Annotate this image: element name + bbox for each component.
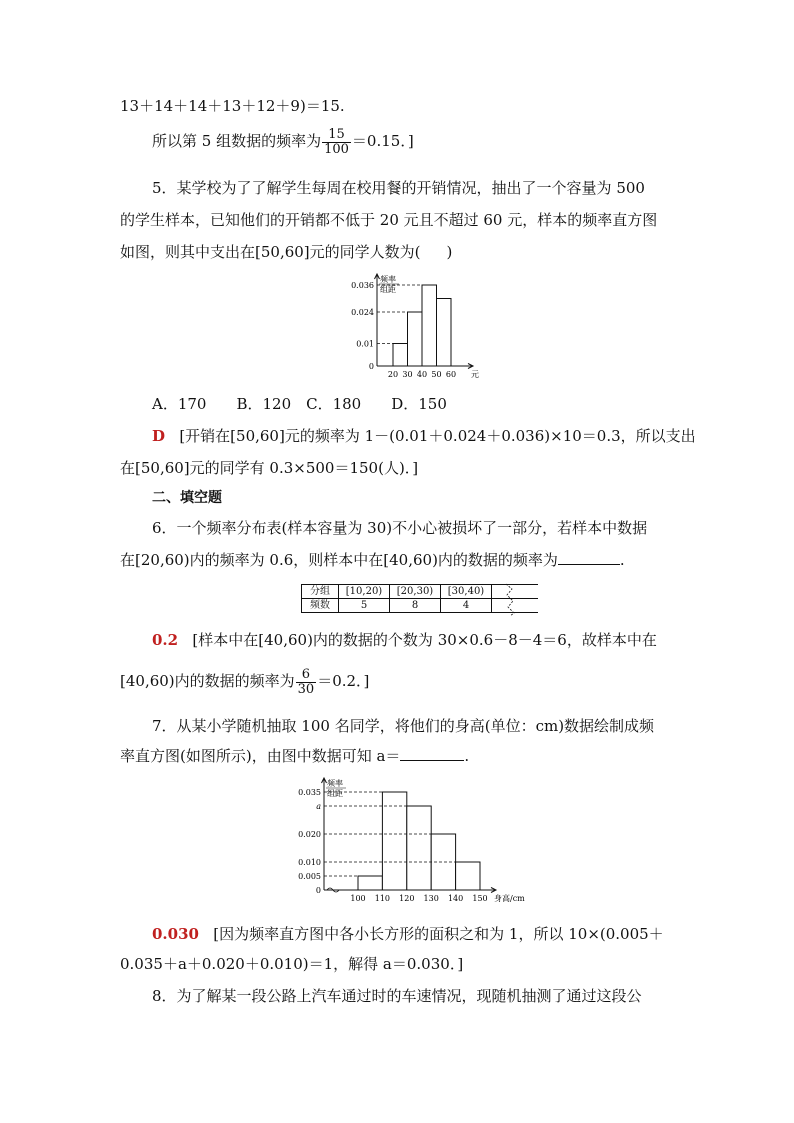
y-axis-label-bottom: 组距 — [327, 789, 343, 798]
q5-answer: D — [152, 427, 166, 445]
y-tick-label: a — [316, 802, 321, 811]
q6-line-1: 6．一个频率分布表(样本容量为 30)不小心被损坏了一部分，若样本中数据 — [152, 519, 648, 537]
q5-line-1: 5．某学校为了了解学生每周在校用餐的开销情况，抽出了一个容量为 500 — [152, 179, 645, 197]
fraction-15-100 — [322, 128, 351, 157]
y-tick-label: 0.005 — [298, 872, 321, 881]
q7-line-2 — [120, 746, 469, 766]
x-tick-label: 130 — [423, 894, 439, 903]
y-tick-label: 0.01 — [356, 339, 374, 349]
q6-explanation-1 — [152, 630, 657, 650]
q6-answer: 0.2 — [152, 631, 179, 649]
q5-explanation-2: 在[50,60]元的同学有 0.3×500＝150(人)．] — [120, 459, 419, 477]
x-tick-label: 30 — [402, 370, 413, 379]
q6-explanation-2-pre: [40,60)内的数据的频率为 — [120, 672, 295, 690]
x-tick-label: 60 — [445, 370, 457, 379]
q7-answer: 0.030 — [152, 925, 199, 943]
histogram-bar — [407, 806, 431, 890]
text-line-2-post: ＝0.15．] — [351, 132, 414, 150]
fraction-denominator: 100 — [324, 141, 349, 157]
q5-line-3-pre: 如图，则其中支出在[50,60]元的同学人数为( — [120, 243, 421, 261]
torn-edge-icon — [498, 583, 524, 617]
q6-explanation-2 — [120, 666, 369, 697]
section-heading-fill-blank: 二、填空题 — [152, 490, 222, 506]
text-line-2-pre: 所以第 5 组数据的频率为 — [152, 132, 322, 150]
table-header-cell: [20,30) — [390, 585, 441, 599]
q8-line-1: 8．为了解某一段公路上汽车通过时的车速情况，现随机抽测了通过这段公 — [152, 987, 642, 1005]
fraction-denominator: 30 — [297, 681, 315, 697]
histogram-bar — [408, 312, 423, 366]
origin-label: 0 — [368, 362, 374, 371]
x-tick-label: 100 — [350, 894, 366, 903]
table-header-cell: [30,40) — [441, 585, 492, 599]
x-tick-label: 110 — [374, 894, 391, 903]
q6-line-2-post: . — [619, 551, 625, 569]
table-header-cell: 分组 — [302, 585, 339, 599]
x-tick-label: 140 — [447, 894, 464, 903]
q5-line-3 — [120, 242, 452, 262]
histogram-bar — [382, 792, 406, 890]
x-tick-label: 40 — [416, 370, 428, 379]
origin-label: 0 — [315, 886, 321, 895]
x-axis-label: 身高/cm — [494, 894, 525, 903]
x-tick-label: 150 — [472, 894, 488, 903]
histogram-bar — [422, 285, 437, 366]
q5-line-2: 的学生样本，已知他们的开销都不低于 20 元且不超过 60 元，样本的频率直方图 — [120, 211, 658, 229]
q6-line-2-pre: 在[20,60)内的频率为 0.6，则样本中在[40,60)内的数据的频率为 — [120, 551, 558, 569]
text-line-1: 13＋14＋14＋13＋12＋9)＝15. — [120, 97, 345, 115]
table-header-cell: [10,20) — [339, 585, 390, 599]
text-line-2 — [152, 126, 414, 157]
y-tick-label: 0.010 — [298, 858, 321, 867]
table-row-label: 频数 — [302, 599, 339, 613]
fraction-numerator: 15 — [322, 128, 351, 143]
q6-explanation-1-text: [样本中在[40,60)内的数据的个数为 30×0.6－8－4＝6，故样本中在 — [192, 631, 657, 649]
chart-height-histogram — [286, 772, 546, 906]
q7-explanation-1-text: [因为频率直方图中各小长方形的面积之和为 1，所以 10×(0.005＋ — [213, 925, 664, 943]
x-tick-label: 120 — [399, 894, 415, 903]
q7-explanation-1 — [152, 924, 664, 944]
q5-line-3-post: ) — [446, 243, 453, 261]
q7-line-2-pre: 率直方图(如图所示)，由图中数据可知 a＝ — [120, 747, 401, 765]
histogram-bar — [456, 862, 480, 890]
q7-answer-blank — [400, 746, 464, 761]
table-cell: 8 — [390, 599, 441, 613]
q7-explanation-2: 0.035＋a＋0.020＋0.010)＝1，解得 a＝0.030．] — [120, 955, 464, 973]
q5-explanation-1-text: [开销在[50,60]元的频率为 1－(0.01＋0.024＋0.036)×10＝0.3，所以支出 — [179, 427, 696, 445]
y-axis-label-bottom: 组距 — [380, 285, 396, 294]
fraction-numerator: 6 — [296, 668, 317, 683]
y-tick-label: 0.024 — [351, 308, 374, 317]
q7-line-2-post: . — [464, 747, 470, 765]
histogram-bar — [393, 344, 408, 367]
fraction-6-30 — [296, 668, 317, 697]
histogram-bar — [358, 876, 382, 890]
q6-explanation-2-post: ＝0.2．] — [317, 672, 370, 690]
q7-line-1: 7．从某小学随机抽取 100 名同学，将他们的身高(单位：cm)数据绘制成频 — [152, 717, 655, 735]
q6-line-2 — [120, 550, 625, 570]
table-cell: 4 — [441, 599, 492, 613]
chart-spending-histogram — [345, 268, 485, 384]
x-tick-label: 20 — [387, 370, 399, 379]
histogram-bar — [437, 299, 452, 367]
y-tick-label: 0.035 — [298, 788, 321, 797]
x-tick-label: 50 — [431, 370, 442, 379]
y-axis-label-top: 频率 — [380, 275, 396, 284]
q6-answer-blank — [558, 550, 620, 565]
y-tick-label: 0.020 — [298, 830, 321, 839]
x-axis-label: 元 — [471, 370, 479, 379]
y-tick-label: 0.036 — [351, 281, 374, 290]
table-cell: 5 — [339, 599, 390, 613]
q5-explanation-1 — [152, 426, 696, 446]
y-axis-label-top: 频率 — [327, 779, 343, 788]
q5-options: A．170 B．120 C．180 D．150 — [152, 395, 447, 413]
